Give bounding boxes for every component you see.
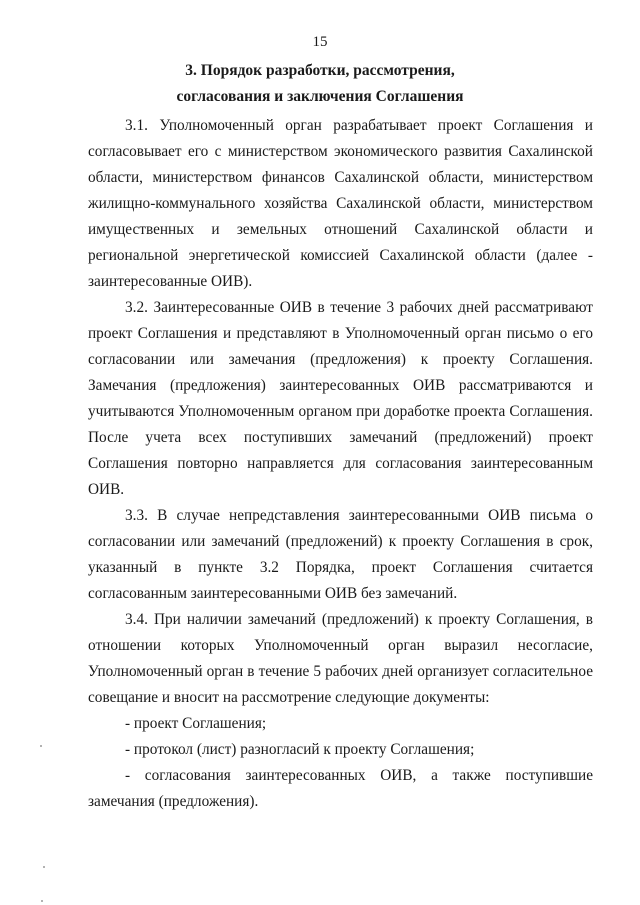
page-number: 15	[312, 34, 328, 50]
list-item-approvals: - согласования заинтересованных ОИВ, а также поступившие замечания (предложения).	[88, 767, 593, 810]
list-item-protocol: - протокол (лист) разногласий к проекту Соглашения;	[125, 741, 475, 758]
paragraph-3-4: 3.4. При наличии замечаний (предложений) к проекту Соглашения, в отношении которых Уполномоченный орган выразил несогласие, Уполномоченный орган в течение 5 рабочих дней организует согласительное совещание и вносит на рассмотрение следующие документы:	[88, 611, 593, 706]
document-body	[88, 113, 593, 815]
scan-speck	[43, 866, 45, 868]
paragraph-3-2: 3.2. Заинтересованные ОИВ в течение 3 рабочих дней рассматривают проект Соглашения и представляют в Уполномоченный орган письмо о его согласовании или замечания (предложения) к проекту Соглашения. Замечания (предложения) заинтересованных ОИВ рассматриваются и учитываются Уполномоченным органом при доработке проекта Соглашения. После учета всех поступивших замечаний (предложений) проект Соглашения повторно направляется для согласования заинтересованным ОИВ.	[88, 299, 593, 498]
section-title-line1: 3. Порядок разработки, рассмотрения,	[185, 62, 455, 79]
list-item-draft: - проект Соглашения;	[125, 715, 267, 732]
section-title-line2: согласования и заключения Соглашения	[176, 88, 464, 105]
paragraph-3-1: 3.1. Уполномоченный орган разрабатывает проект Соглашения и согласовывает его с министерством экономического развития Сахалинской области, министерством финансов Сахалинской области, министерством жилищно-коммунального хозяйства Сахалинской области, министерством имущественных и земельных отношений Сахалинской области и региональной энергетической комиссией Сахалинской области (далее - заинтересованные ОИВ).	[88, 117, 593, 290]
scan-speck	[41, 900, 43, 902]
scan-speck	[40, 745, 42, 747]
paragraph-3-3: 3.3. В случае непредставления заинтересованными ОИВ письма о согласовании или замечаний (предложений) к проекту Соглашения в срок, указанный в пункте 3.2 Порядка, проект Соглашения считается согласованным заинтересованными ОИВ без замечаний.	[88, 507, 593, 602]
